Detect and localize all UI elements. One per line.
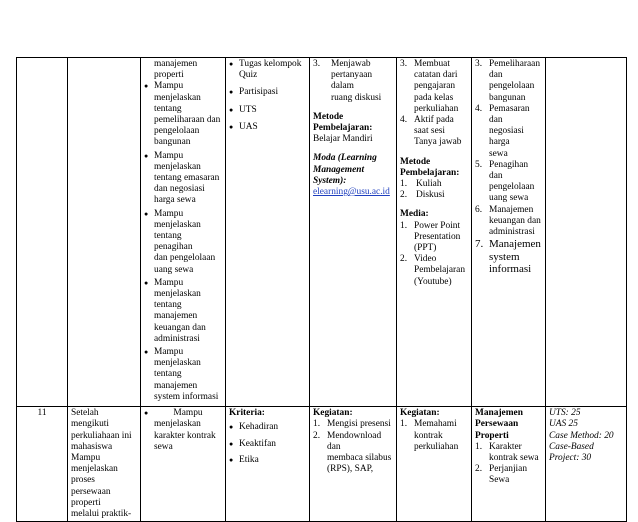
- text-line: Pembelajaran: [414, 265, 466, 276]
- list-item: [313, 431, 393, 476]
- text-line: system: [489, 250, 520, 263]
- text-line: Mendownload dan: [327, 430, 382, 452]
- text-line: pertanyaan dalam: [331, 70, 373, 92]
- method-list: [400, 179, 468, 201]
- activity-label: Kegiatan:: [400, 408, 440, 419]
- activity2-cell: [397, 58, 472, 407]
- text-line: Perjanjian Sewa: [489, 464, 528, 486]
- material-cell: [141, 58, 226, 407]
- text-line: Etika: [239, 454, 259, 465]
- text-line: menjelaskan: [154, 219, 201, 230]
- list-number: 1.: [313, 419, 321, 430]
- text-line: (PPT): [414, 243, 437, 254]
- text-line: perkuliahaan ini: [71, 430, 132, 441]
- text-line: pengelolaan: [489, 182, 535, 193]
- text-line: manajemen: [154, 311, 198, 322]
- text-line: menjelaskan: [154, 289, 201, 300]
- text-line: Penagihan dan: [489, 159, 529, 182]
- weights-cell: [546, 407, 627, 522]
- text-line: dan: [489, 70, 503, 81]
- list-item: [400, 254, 468, 288]
- activity2-list: [400, 419, 468, 453]
- criteria-bullet-list: [229, 59, 306, 133]
- text-line: Pemeliharaan: [489, 59, 541, 69]
- topics-cell: [472, 58, 546, 407]
- list-item: [475, 238, 542, 276]
- text-line: dan pengelolaan: [154, 253, 216, 264]
- text-line: kontrak: [414, 430, 443, 441]
- list-number: 1.: [400, 179, 408, 190]
- list-item: [475, 59, 542, 104]
- list-number: 4.: [400, 115, 408, 126]
- list-item: [475, 464, 542, 486]
- text-line: pengelolaan: [154, 126, 200, 137]
- topic-title: Persewaan: [475, 419, 519, 430]
- list-item: [144, 347, 222, 403]
- text-line: Diskusi: [416, 190, 445, 201]
- media-label: Media:: [400, 209, 429, 220]
- list-item: [400, 115, 468, 149]
- list-item: [229, 439, 306, 450]
- text-line: Project: 30: [549, 452, 592, 463]
- text-line: menjelaskan: [154, 358, 201, 369]
- text-line: menjelaskan proses: [71, 464, 118, 486]
- list-item: [144, 151, 222, 207]
- text-line: Kuliah: [416, 179, 442, 190]
- text-line: keuangan dan: [489, 215, 541, 226]
- elearning-link[interactable]: elearning@usu.ac.id: [313, 187, 390, 198]
- text-line: Case Method: 20: [549, 430, 614, 441]
- list-item: [144, 278, 222, 345]
- text-line: UAS 25: [549, 419, 578, 430]
- text-line: pengajaran: [414, 81, 456, 92]
- list-number: 6.: [475, 204, 483, 215]
- text-line: Case-Based: [549, 441, 594, 452]
- topic-title: Properti: [475, 430, 509, 441]
- list-number: 3.: [475, 59, 483, 69]
- method-label: Pembelajaran:: [400, 167, 460, 178]
- text-line: ● UAS: [239, 121, 258, 132]
- list-item: [400, 221, 468, 255]
- bullet-icon: ●: [144, 409, 149, 418]
- text-line: UTS: 25: [549, 408, 581, 419]
- text-line: uang sewa: [154, 264, 194, 275]
- text-line: administrasi: [489, 227, 535, 238]
- text-line: menjelaskan: [154, 419, 201, 430]
- material-cell: [141, 407, 226, 522]
- text-line: persewaan properti: [71, 486, 111, 508]
- text-line: administrasi: [154, 333, 200, 344]
- list-number: 2.: [313, 430, 321, 441]
- text-line: mahasiswa Mampu: [71, 441, 113, 463]
- moda-label: Management: [313, 164, 365, 175]
- text-line: tentang: [154, 369, 182, 380]
- activity-cell: [310, 407, 397, 522]
- text-line: Mampu: [173, 408, 203, 419]
- list-item: [229, 59, 306, 81]
- text-line: pemeliharaan dan: [154, 115, 221, 126]
- list-item: [229, 87, 306, 98]
- text-line: tentang: [154, 103, 182, 114]
- list-number: 1.: [400, 220, 408, 231]
- text-line: (Youtube): [414, 276, 452, 287]
- text-line: ● Mampu: [154, 277, 184, 288]
- text-line: karakter kontrak: [154, 430, 216, 441]
- text-line: ● Mampu: [154, 208, 184, 219]
- list-number: 3.: [313, 59, 321, 69]
- week-cell: [17, 58, 68, 407]
- week-cell: [17, 407, 68, 522]
- list-number: 3.: [400, 59, 408, 69]
- text-line: tentang: [154, 300, 182, 311]
- text-line: bangunan: [154, 137, 191, 148]
- text-line: ● UTS: [239, 104, 257, 115]
- topic-title: Manajemen: [475, 408, 523, 419]
- list-number: 2.: [400, 254, 408, 265]
- text-line: tentang penagihan: [154, 231, 193, 253]
- list-number: 2.: [400, 190, 408, 201]
- text-line: kontrak sewa: [489, 452, 539, 463]
- text-line: bangunan: [489, 92, 526, 103]
- text-line: Pemasaran dan: [489, 103, 530, 126]
- criteria-cell: [226, 58, 310, 407]
- text-line: menjelaskan: [154, 92, 201, 103]
- method-label: Metode: [400, 156, 431, 167]
- text-line: ● Mampu: [154, 81, 184, 92]
- text-line: Mengisi presensi: [327, 419, 391, 430]
- activity-list: [313, 59, 393, 104]
- week-number: 11: [37, 408, 47, 419]
- activity-list: [313, 419, 393, 475]
- text-line: Setelah mengikuti: [71, 408, 110, 430]
- lesson-plan-table: [16, 57, 627, 522]
- list-item: [229, 422, 306, 433]
- text-line: tentang emasaran: [154, 173, 220, 184]
- text-line: Karakter: [489, 441, 522, 452]
- text-line: pengelolaan: [489, 81, 535, 92]
- table-row: [17, 58, 627, 407]
- list-number: 5.: [475, 159, 483, 170]
- text-line: Quiz: [239, 70, 258, 81]
- list-item: [229, 455, 306, 466]
- list-item: [144, 81, 222, 148]
- text-line: Aktif pada: [414, 115, 454, 126]
- text-line: ● Partisipasi: [239, 87, 279, 98]
- weights-cell: [546, 58, 627, 407]
- text-line: Presentation: [414, 231, 461, 242]
- moda-label: Moda (Learning: [313, 153, 377, 164]
- topics-cell: [472, 407, 546, 522]
- text-line: menjelaskan: [154, 161, 201, 172]
- list-item: [229, 122, 306, 133]
- text-line: perkuliahan: [414, 103, 459, 114]
- text-line: harga sewa: [154, 195, 196, 206]
- text-line: pada kelas: [414, 92, 454, 103]
- text-line: sewa: [154, 441, 173, 452]
- activity2-list: [400, 59, 468, 149]
- outcome-cell: [68, 58, 141, 407]
- text-line: negosiasi harga: [489, 126, 524, 148]
- text-line: dan negosiasi: [154, 184, 205, 195]
- text-line: sewa: [489, 148, 508, 159]
- text-line: Power Point: [414, 220, 461, 231]
- text-line: membaca silabus: [327, 452, 392, 463]
- list-item: [400, 59, 468, 115]
- list-number: 2.: [475, 464, 483, 475]
- text-line: melalui praktik-: [71, 508, 132, 519]
- topics-list: [475, 442, 542, 487]
- list-item: [475, 160, 542, 205]
- text-line: system informasi: [154, 391, 219, 402]
- method-value: Belajar Mandiri: [313, 134, 373, 145]
- outcome-cell: [68, 407, 141, 522]
- list-item: [475, 442, 542, 464]
- activity-label: Kegiatan:: [313, 408, 353, 419]
- list-item: [400, 179, 468, 190]
- criteria-label: Kriteria:: [229, 408, 265, 419]
- text-line: Kehadiran: [239, 422, 279, 433]
- text-line: ruang diskusi: [331, 92, 382, 103]
- list-item: [475, 104, 542, 160]
- text-line: ● Mampu: [154, 150, 184, 161]
- text-line: catatan dari: [414, 70, 458, 81]
- text-line: Keaktifan: [239, 438, 276, 449]
- text-line: perkuliahan: [414, 441, 459, 452]
- text-line: ● Tugas kelompok: [239, 59, 302, 69]
- text-line: ● Mampu: [154, 347, 184, 358]
- text-line: (RPS), SAP,: [327, 464, 374, 475]
- list-item: [400, 419, 468, 453]
- text-line: Video: [414, 254, 437, 265]
- topics-list: [475, 59, 542, 276]
- text-line: manajemen: [154, 380, 198, 391]
- list-item: [400, 190, 468, 201]
- list-item: [475, 205, 542, 239]
- text-line: uang sewa: [489, 193, 529, 204]
- criteria-cell: [226, 407, 310, 522]
- activity-cell: [310, 58, 397, 407]
- text-line: keuangan dan: [154, 322, 206, 333]
- list-number: 7.: [475, 238, 484, 251]
- activity2-cell: [397, 407, 472, 522]
- text-line: Menjawab: [331, 59, 371, 69]
- media-list: [400, 221, 468, 288]
- list-item: [144, 209, 222, 276]
- method-label: Metode: [313, 111, 344, 122]
- text-line: informasi: [489, 263, 532, 276]
- text-line: Membuat: [414, 59, 450, 69]
- material-bullet-list: [144, 81, 222, 403]
- moda-label: System):: [313, 175, 347, 186]
- text-line: Manajemen: [489, 238, 541, 251]
- table-row: [17, 407, 627, 522]
- text-line: Tanya jawab: [414, 137, 462, 148]
- list-number: 4.: [475, 103, 483, 114]
- method-label: Pembelajaran:: [313, 123, 373, 134]
- text-line: manajemen: [154, 59, 198, 69]
- list-number: 1.: [475, 441, 483, 452]
- criteria-bullet-list: [229, 422, 306, 466]
- text-line: properti: [154, 70, 184, 81]
- text-line: Memahami: [414, 419, 457, 430]
- text-line: saat sesi: [414, 126, 445, 137]
- list-item: [229, 105, 306, 116]
- list-number: 1.: [400, 419, 408, 430]
- list-item: [313, 419, 393, 430]
- text-line: Manajemen: [489, 204, 534, 215]
- list-item: [313, 59, 393, 104]
